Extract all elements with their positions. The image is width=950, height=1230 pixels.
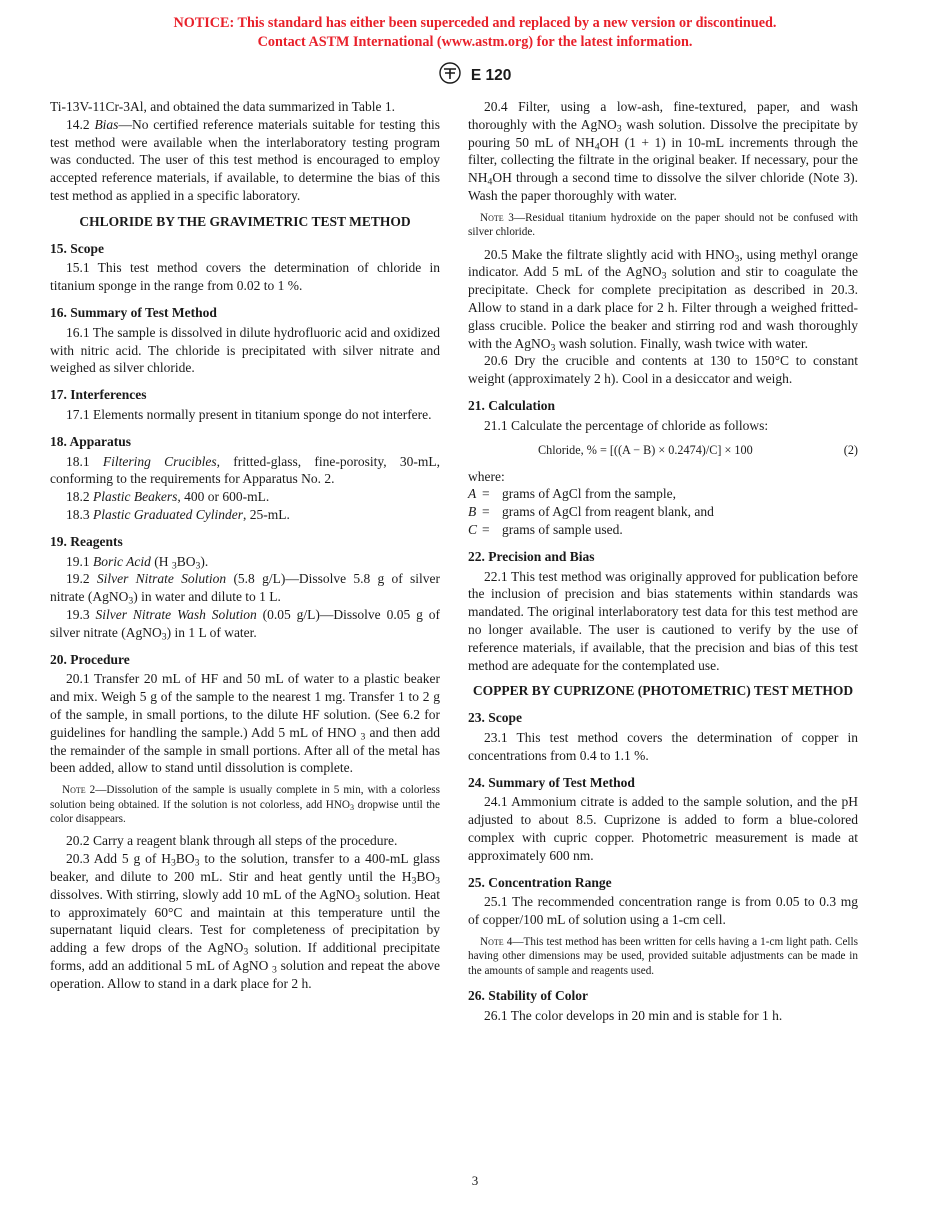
note: Note 2—Dissolution of the sample is usually complete in 5 min, with a colorless solution being obtained. If the solution is not colorless, add $HNO_3$ dropwise until the color disappears. — [50, 784, 440, 825]
paragraph: 23.1 This test method covers the determination of copper in concentrations from 0.4 to 1.1 %. — [468, 729, 858, 763]
paragraph: 25.1 The recommended concentration range is from 0.05 to 0.3 mg of copper/100 mL of solution using a 1-cm cell. — [468, 894, 858, 928]
section-heading: 24. Summary of Test Method — [468, 774, 635, 790]
paragraph: 20.6 Dry the crucible and contents at 130 to 150°C to constant weight (approximately 2 h). Cool in a desiccator and weigh. — [468, 353, 858, 387]
note: Note 4—This test method has been written for cells having a 1-cm light path. Cells having other dimensions may be used, provided suitable adjustments can be made in the amounts of sample and reagents used. — [468, 935, 858, 977]
equation-number: (2) — [843, 442, 858, 457]
left-column — [50, 98, 440, 992]
notice-banner — [0, 14, 950, 52]
notice-line-1: NOTICE: This standard has either been superceded and replaced by a new version or discontinued. — [173, 15, 777, 31]
section-heading: 17. Interferences — [50, 387, 147, 403]
notice-line-2: Contact ASTM International (www.astm.org) for the latest information. — [257, 34, 693, 50]
section-heading: 22. Precision and Bias — [468, 548, 595, 564]
where-row: C = grams of sample used. — [468, 521, 623, 537]
section-heading: 20. Procedure — [50, 651, 130, 667]
section-heading: 25. Concentration Range — [468, 874, 612, 890]
paragraph: 20.5 Make the filtrate slightly acid with $HNO_3$, using methyl orange indicator. Add 5 mL of the AgNO$_3$ solution and stir to coagulate the precipitate. Check for complete precipitation as described in 20.3. Allow to stand in a dark place for 2 h. Filter through a weighed fritted-glass crucible. Police the beaker and stirring rod and wash thoroughly with the AgNO$_3$ wash solution. Finally, wash twice with water. — [468, 246, 858, 353]
section-heading: 19. Reagents — [50, 533, 123, 549]
paragraph: 21.1 Calculate the percentage of chloride as follows: — [484, 417, 769, 433]
paragraph: 15.1 This test method covers the determination of chloride in titanium sponge in the range from 0.02 to 1 %. — [50, 260, 440, 294]
section-heading: 23. Scope — [468, 710, 522, 726]
paragraph: 18.3 Plastic Graduated Cylinder, 25-mL. — [66, 506, 290, 522]
paragraph: 20.3 Add 5 g of $H_3BO_3$ to the solution, transfer to a 400-mL glass beaker, and dilute to 200 mL. Stir and heat gently until the $H_3BO_3$ dissolves. With stirring, slowly add 10 mL of the AgNO$_3$ solution. Heat to approximately 60°C and maintain at this temperature until the supernatant liquid clears. Test for completeness of precipitation by adding a few drops of the AgNO$_3$ solution. If additional precipitate forms, add an additional 5 mL of AgNO $_3$ solution and repeat the above operation. Allow to stand in a dark place for 2 h. — [50, 851, 441, 991]
paragraph: 18.1 Filtering Crucibles, fritted-glass, fine-porosity, 30-mL, conforming to the requirements for Apparatus No. 2. — [50, 453, 440, 487]
section-heading: 18. Apparatus — [50, 433, 132, 449]
section-heading: 26. Stability of Color — [468, 988, 588, 1004]
note: Note 3—Residual titanium hydroxide on the paper should not be confused with silver chloride. — [468, 211, 858, 239]
paragraph: 22.1 This test method was originally approved for publication before the inclusion of precision and bias statements within standards was mandated. The original interlaboratory test data for this test method are no longer available. The user is cautioned to verify by the use of reference materials, if available, that the precision and bias of this test method are adequate for the contemplated use. — [468, 568, 858, 673]
paragraph: 20.4 Filter, using a low-ash, fine-textured, paper, and wash thoroughly with the AgNO$_3$ wash solution. Dissolve the precipitate by pouring 50 mL of $NH_4OH$ (1 + 1) in 10-mL increments through the filter, collecting the filtrate in the original beaker. If necessary, pour the $NH_4OH$ through a second time to dissolve the silver chloride (Note 3). Wash the paper thoroughly with water. — [468, 99, 858, 203]
paragraph: 19.3 Silver Nitrate Wash Solution (0.05 g/L)—Dissolve 0.05 g of silver nitrate (AgNO$_3$) in 1 L of water. — [50, 606, 440, 643]
equation — [468, 440, 858, 462]
page-header — [0, 62, 950, 89]
paragraph: 26.1 The color develops in 20 min and is stable for 1 h. — [484, 1007, 783, 1023]
paragraph: 20.2 Carry a reagent blank through all steps of the procedure. — [66, 833, 398, 849]
equation-formula: Chloride, % = [((A − B) × 0.2474)/C] × 100 — [538, 442, 753, 457]
paragraph-14-2: 14.2 Bias—No certified reference materials suitable for testing this test method were available when the interlaboratory testing program was conducted. The user of this test method is encouraged to employ accepted reference materials, if available, to determine the bias of this test method as applied in a specific laboratory. — [50, 116, 440, 203]
section-heading: 15. Scope — [50, 240, 104, 256]
paragraph: 20.1 Transfer 20 mL of HF and 50 mL of water to a plastic beaker and mix. Weigh 5 g of the sample to the nearest 1 mg. Transfer 1 to 2 g of the sample, in small portions, to the dilute HF solution. (See 6.2 for guidelines for handling the sample.) Add 5 mL of HNO $_3$ and then add the remainder of the sample in small portions. After all of the metal has been added, allow to stand until dissolution is complete. — [50, 671, 440, 776]
where-row: A = grams of AgCl from the sample, — [468, 486, 676, 502]
right-column — [468, 98, 858, 1025]
where-label: where: — [468, 468, 505, 484]
paragraph: 17.1 Elements normally present in titanium sponge do not interfere. — [66, 406, 432, 422]
paragraph: 19.2 Silver Nitrate Solution (5.8 g/L)—Dissolve 5.8 g of silver nitrate (AgNO$_3$) in water and dilute to 1 L. — [50, 571, 440, 607]
page-number: 3 — [471, 1173, 479, 1188]
astm-logo-icon — [439, 62, 461, 89]
method-title: CHLORIDE BY THE GRAVIMETRIC TEST METHOD — [79, 213, 411, 229]
paragraph: 18.2 Plastic Beakers, 400 or 600-mL. — [66, 489, 270, 505]
paragraph: 16.1 The sample is dissolved in dilute hydrofluoric acid and oxidized with nitric acid. The chloride is precipitated with silver nitrate and weighed as silver chloride. — [50, 324, 440, 376]
paragraph: 19.1 Boric Acid (H $_3BO_3$). — [66, 553, 209, 571]
where-row: B = grams of AgCl from reagent blank, and — [468, 504, 714, 520]
paragraph: 24.1 Ammonium citrate is added to the sample solution, and the pH adjusted to about 8.5. Cuprizone is added to form a blue-colored complex with cupric copper. Photometric measurement is made at approximately 600 nm. — [468, 794, 858, 863]
section-heading: 16. Summary of Test Method — [50, 304, 217, 320]
method-title: COPPER BY CUPRIZONE (PHOTOMETRIC) TEST METHOD — [472, 683, 854, 699]
paragraph: Ti-13V-11Cr-3Al, and obtained the data summarized in Table 1. — [50, 99, 395, 114]
section-heading: 21. Calculation — [468, 397, 556, 413]
designation: E 120 — [470, 66, 512, 84]
